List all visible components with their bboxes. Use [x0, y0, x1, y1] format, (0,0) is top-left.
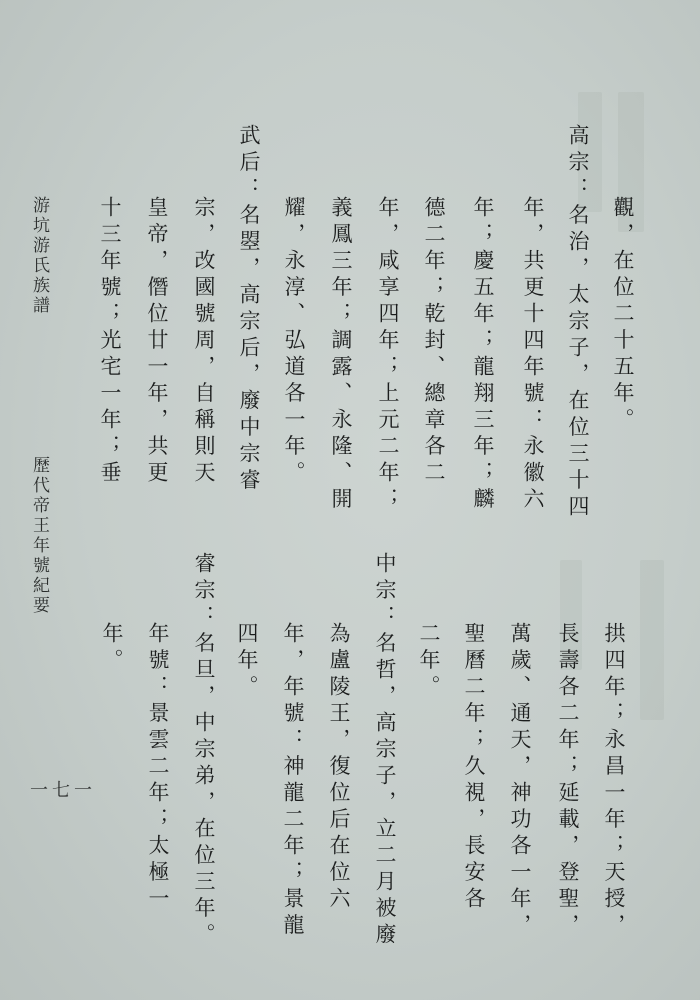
show-through-ghost — [640, 560, 664, 720]
text-column: 年；慶五年；龍翔三年；麟 — [471, 196, 495, 514]
text-column: 為盧陵王，復位后在位六 — [327, 622, 351, 914]
text-column: 皇帝，僭位廿一年，共更 — [145, 196, 169, 488]
text-column: 年，年號：神龍二年；景龍 — [281, 622, 305, 940]
text-column: 義鳳三年；調露、永隆、開 — [329, 196, 353, 514]
text-column: 二年。 — [417, 622, 441, 702]
text-column: 中宗：名哲，高宗子，立二月被廢 — [373, 552, 397, 950]
text-column: 武后：名曌，高宗后，廢中宗睿 — [237, 124, 261, 495]
text-column: 觀，在位二十五年。 — [611, 196, 635, 435]
text-column: 拱四年；永昌一年；天授， — [602, 622, 626, 940]
text-column: 年。 — [100, 622, 124, 675]
book-title: 游坑游氏族譜 — [29, 196, 49, 316]
text-column: 長壽各二年；延載，登聖， — [556, 622, 580, 940]
text-column: 耀，永淳、弘道各一年。 — [282, 196, 306, 488]
text-column: 聖曆二年；久視，長安各 — [462, 622, 486, 914]
text-column: 萬歲、通天，神功各一年， — [508, 622, 532, 940]
text-column: 四年。 — [235, 622, 259, 702]
text-column: 宗，改國號周，自稱則天 — [192, 196, 216, 488]
section-title: 歷代帝王年號紀要 — [29, 456, 49, 616]
text-column: 十三年號；光宅一年；垂 — [98, 196, 122, 488]
text-column: 高宗：名治，太宗子，在位三十四 — [566, 124, 590, 522]
text-column: 年，咸享四年；上元二年； — [376, 196, 400, 514]
text-column: 年號：景雲二年；太極一 — [146, 622, 170, 914]
page-number: 一七一 — [30, 780, 96, 801]
text-column: 睿宗：名旦，中宗弟，在位三年。 — [192, 552, 216, 950]
text-column: 年，共更十四年號：永徽六 — [521, 196, 545, 514]
text-column: 德二年；乾封、總章各二 — [422, 196, 446, 488]
